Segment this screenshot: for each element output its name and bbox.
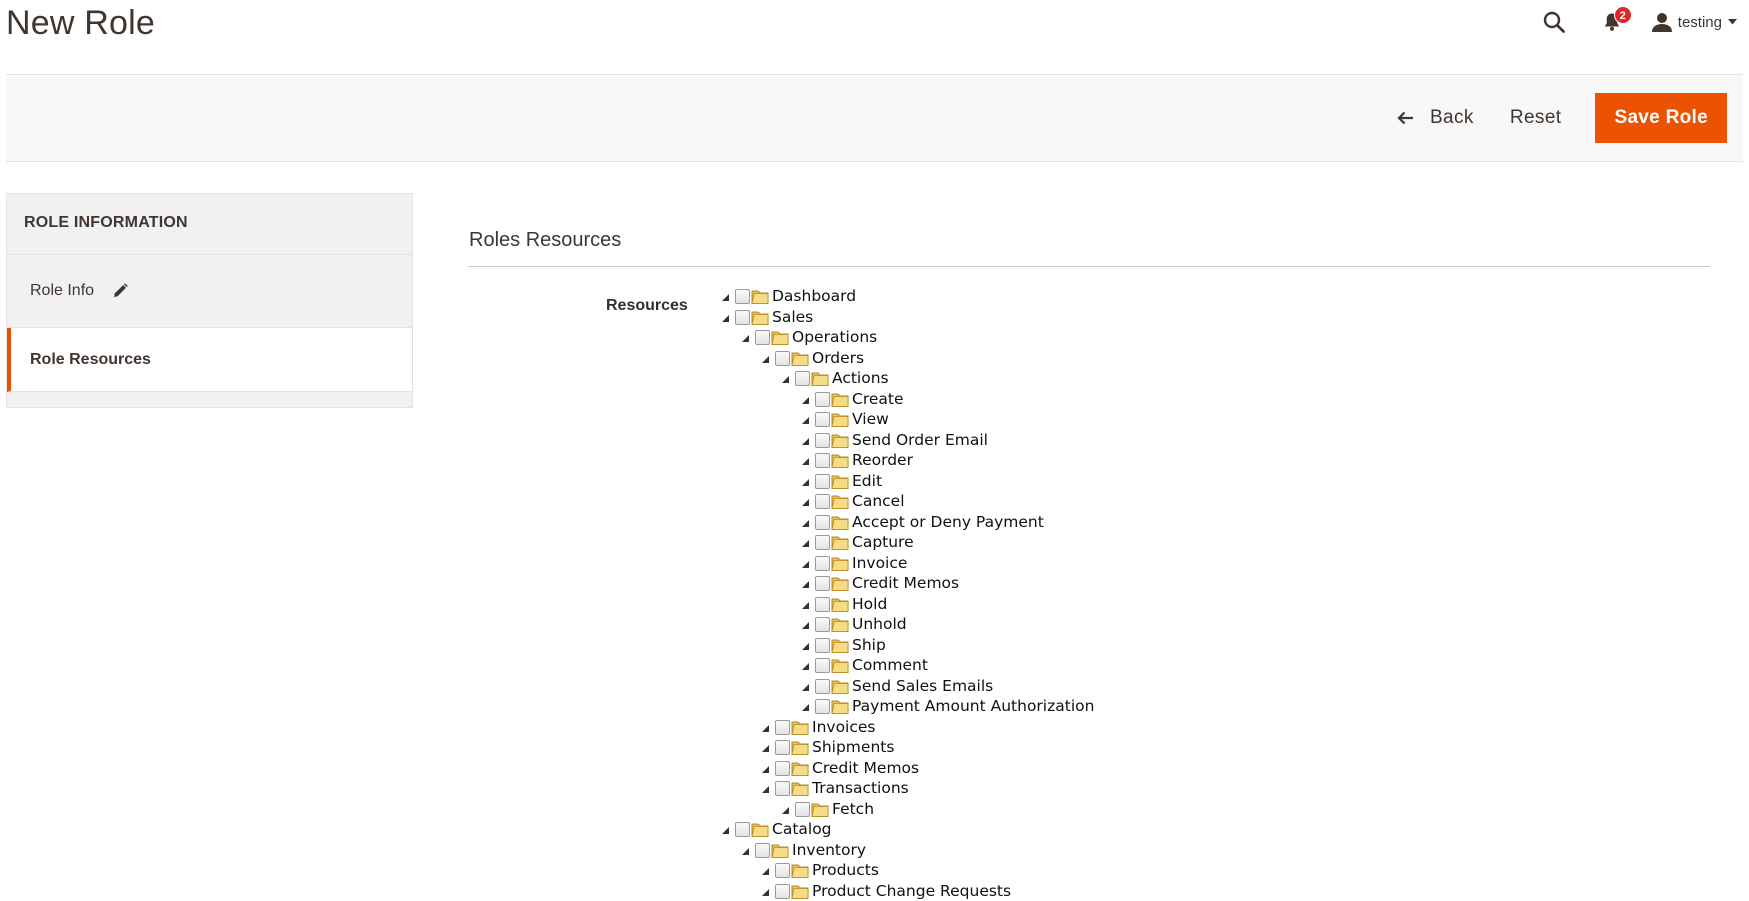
tree-node-label[interactable]: Sales [772,308,814,326]
tree-node-label[interactable]: Catalog [772,820,832,838]
folder-icon [831,698,849,715]
tree-checkbox[interactable] [735,310,750,325]
tree-node [722,307,813,327]
pencil-icon [112,283,128,299]
tree-checkbox[interactable] [815,597,830,612]
folder-icon [831,575,849,592]
tree-node [802,512,1044,532]
tree-checkbox[interactable] [775,761,790,776]
page-header [0,0,1749,74]
tree-expand-arrow-icon[interactable] [802,499,809,506]
tree-expand-arrow-icon[interactable] [802,479,809,486]
tree-checkbox[interactable] [775,740,790,755]
tree-expand-arrow-icon[interactable] [802,397,809,404]
tree-checkbox[interactable] [775,781,790,796]
tree-checkbox[interactable] [815,453,830,468]
tree-expand-arrow-icon[interactable] [802,602,809,609]
page-actions-bar [6,74,1743,162]
tree-node-label[interactable]: Send Order Email [852,431,988,449]
arrow-left-icon [1397,111,1414,125]
tree-node-label[interactable]: Send Sales Emails [852,677,994,695]
tree-expand-arrow-icon[interactable] [802,417,809,424]
tree-expand-arrow-icon[interactable] [722,294,729,301]
tree-expand-arrow-icon[interactable] [802,520,809,527]
tree-checkbox[interactable] [815,412,830,427]
folder-icon [831,596,849,613]
tree-node [802,491,905,511]
folder-icon [831,657,849,674]
tree-node-label[interactable]: Accept or Deny Payment [852,513,1044,531]
tree-checkbox[interactable] [795,802,810,817]
tree-expand-arrow-icon[interactable] [762,786,769,793]
tree-checkbox[interactable] [735,822,750,837]
tree-expand-arrow-icon[interactable] [722,315,729,322]
tree-checkbox[interactable] [735,289,750,304]
tree-node [762,717,876,737]
tree-node [802,676,993,696]
global-search-button[interactable] [1536,6,1572,38]
folder-icon [811,801,829,818]
back-button[interactable] [1379,95,1492,141]
tree-node [802,614,907,634]
tree-expand-arrow-icon[interactable] [802,643,809,650]
tree-node [722,286,856,306]
tree-node [762,348,864,368]
notification-count-badge: 2 [1614,6,1632,24]
tree-node-label[interactable]: Operations [792,328,878,346]
tree-node-label[interactable]: Fetch [832,800,875,818]
tree-node-label[interactable]: Invoice [852,554,908,572]
tree-node [762,860,879,880]
tree-node [802,471,882,491]
folder-icon [791,883,809,900]
tree-expand-arrow-icon[interactable] [722,827,729,834]
folder-icon [771,842,789,859]
user-account-menu[interactable] [1652,12,1737,32]
tree-node-label[interactable]: Credit Memos [812,759,920,777]
tree-expand-arrow-icon[interactable] [802,622,809,629]
tab-role-info[interactable] [7,255,412,328]
section-title: Roles Resources [468,215,1710,267]
user-name: testing [1677,13,1722,31]
tree-checkbox[interactable] [815,638,830,653]
folder-icon [831,637,849,654]
tree-node-label[interactable]: Unhold [852,615,907,633]
folder-icon [791,862,809,879]
tree-node [802,635,886,655]
tree-checkbox[interactable] [815,556,830,571]
save-role-button-label: Save Role [1614,107,1708,128]
tree-checkbox[interactable] [775,351,790,366]
folder-icon [751,821,769,838]
tree-expand-arrow-icon[interactable] [762,868,769,875]
save-role-button[interactable] [1595,93,1727,143]
tree-node-label[interactable]: Actions [832,369,889,387]
folder-icon [791,350,809,367]
tree-node-label[interactable]: Shipments [812,738,895,756]
tree-node-label[interactable]: Ship [852,636,886,654]
tree-expand-arrow-icon[interactable] [762,725,769,732]
folder-icon [831,493,849,510]
tree-node [742,327,877,347]
search-icon [1542,10,1566,34]
tree-node-label[interactable]: View [852,410,889,428]
tree-expand-arrow-icon[interactable] [742,335,749,342]
tree-checkbox[interactable] [755,843,770,858]
tree-checkbox[interactable] [815,494,830,509]
tree-node-label[interactable]: Products [812,861,879,879]
folder-icon [831,473,849,490]
header-actions [1514,6,1737,38]
tree-node-label[interactable]: Cancel [852,492,905,510]
folder-icon [831,432,849,449]
tree-node [762,881,1011,901]
reset-button-label: Reset [1509,107,1562,128]
tree-checkbox[interactable] [815,576,830,591]
tree-node [722,819,832,839]
tree-checkbox[interactable] [755,330,770,345]
tree-checkbox[interactable] [815,535,830,550]
tree-node [762,778,909,798]
tree-node [742,840,866,860]
tree-node [802,430,988,450]
tree-expand-arrow-icon[interactable] [802,458,809,465]
tree-expand-arrow-icon[interactable] [782,376,789,383]
folder-icon [831,411,849,428]
folder-icon [831,452,849,469]
tree-expand-arrow-icon[interactable] [802,581,809,588]
back-button-label: Back [1429,107,1474,128]
tree-node-label[interactable]: Comment [852,656,928,674]
tree-checkbox[interactable] [815,658,830,673]
folder-icon [831,391,849,408]
resources-field-label: Resources [606,297,688,314]
tab-role-info-label: Role Info [30,282,95,299]
tree-node [802,409,889,429]
user-icon [1652,12,1672,32]
folder-icon [791,780,809,797]
tree-expand-arrow-icon[interactable] [802,663,809,670]
tree-expand-arrow-icon[interactable] [802,684,809,691]
folder-icon [831,534,849,551]
tree-node [762,737,894,757]
folder-icon [831,555,849,572]
folder-icon [811,370,829,387]
tree-expand-arrow-icon[interactable] [742,848,749,855]
tree-node [802,573,959,593]
tree-node-label[interactable]: Orders [812,349,865,367]
tree-node-label[interactable]: Create [852,390,904,408]
tree-node-label[interactable]: Product Change Requests [812,882,1012,900]
tree-checkbox[interactable] [775,863,790,878]
tree-node-label[interactable]: Capture [852,533,914,551]
tree-checkbox[interactable] [815,433,830,448]
tree-node [802,594,887,614]
folder-icon [771,329,789,346]
tab-role-resources-label: Role Resources [30,350,151,368]
tree-node-label[interactable]: Transactions [812,779,909,797]
tree-node [802,553,907,573]
tree-expand-arrow-icon[interactable] [802,704,809,711]
tree-expand-arrow-icon[interactable] [762,889,769,896]
tree-expand-arrow-icon[interactable] [762,745,769,752]
tree-checkbox[interactable] [815,474,830,489]
tree-node-label[interactable]: Dashboard [772,287,857,305]
tree-node [782,799,874,819]
tree-node [802,696,1094,716]
tree-checkbox[interactable] [815,699,830,714]
tree-node-label[interactable]: Edit [852,472,883,490]
tree-node [782,368,889,388]
tree-node [762,758,919,778]
folder-icon [751,288,769,305]
page-title: New Role [6,4,155,42]
folder-icon [831,616,849,633]
tree-checkbox[interactable] [775,884,790,899]
tree-node-label[interactable]: Reorder [852,451,913,469]
tree-node [802,655,928,675]
tree-node [802,389,904,409]
folder-icon [791,760,809,777]
sidebar-title: ROLE INFORMATION [7,194,412,255]
folder-icon [791,739,809,756]
tree-checkbox[interactable] [775,720,790,735]
tree-node-label[interactable]: Payment Amount Authorization [852,697,1095,715]
tree-node-label[interactable]: Invoices [812,718,876,736]
tree-checkbox[interactable] [815,515,830,530]
page-actions-buttons [1379,93,1727,143]
tree-expand-arrow-icon[interactable] [802,561,809,568]
tree-expand-arrow-icon[interactable] [782,807,789,814]
tree-checkbox[interactable] [815,679,830,694]
tree-node-label[interactable]: Hold [852,595,888,613]
tree-expand-arrow-icon[interactable] [802,540,809,547]
tree-checkbox[interactable] [815,617,830,632]
main-content [468,215,1710,900]
tab-role-resources[interactable] [7,328,412,392]
tree-expand-arrow-icon[interactable] [762,766,769,773]
notifications-button[interactable] [1594,6,1630,38]
reset-button[interactable] [1492,95,1580,141]
tree-node-label[interactable]: Credit Memos [852,574,960,592]
folder-icon [831,678,849,695]
folder-icon [791,719,809,736]
tree-expand-arrow-icon[interactable] [802,438,809,445]
role-information-sidebar [6,193,413,408]
folder-icon [751,309,769,326]
folder-icon [831,514,849,531]
tree-node [802,450,913,470]
tree-node [802,532,914,552]
tree-checkbox[interactable] [815,392,830,407]
tree-node-label[interactable]: Inventory [792,841,867,859]
tree-checkbox[interactable] [795,371,810,386]
caret-down-icon [1728,19,1737,25]
tree-expand-arrow-icon[interactable] [762,356,769,363]
